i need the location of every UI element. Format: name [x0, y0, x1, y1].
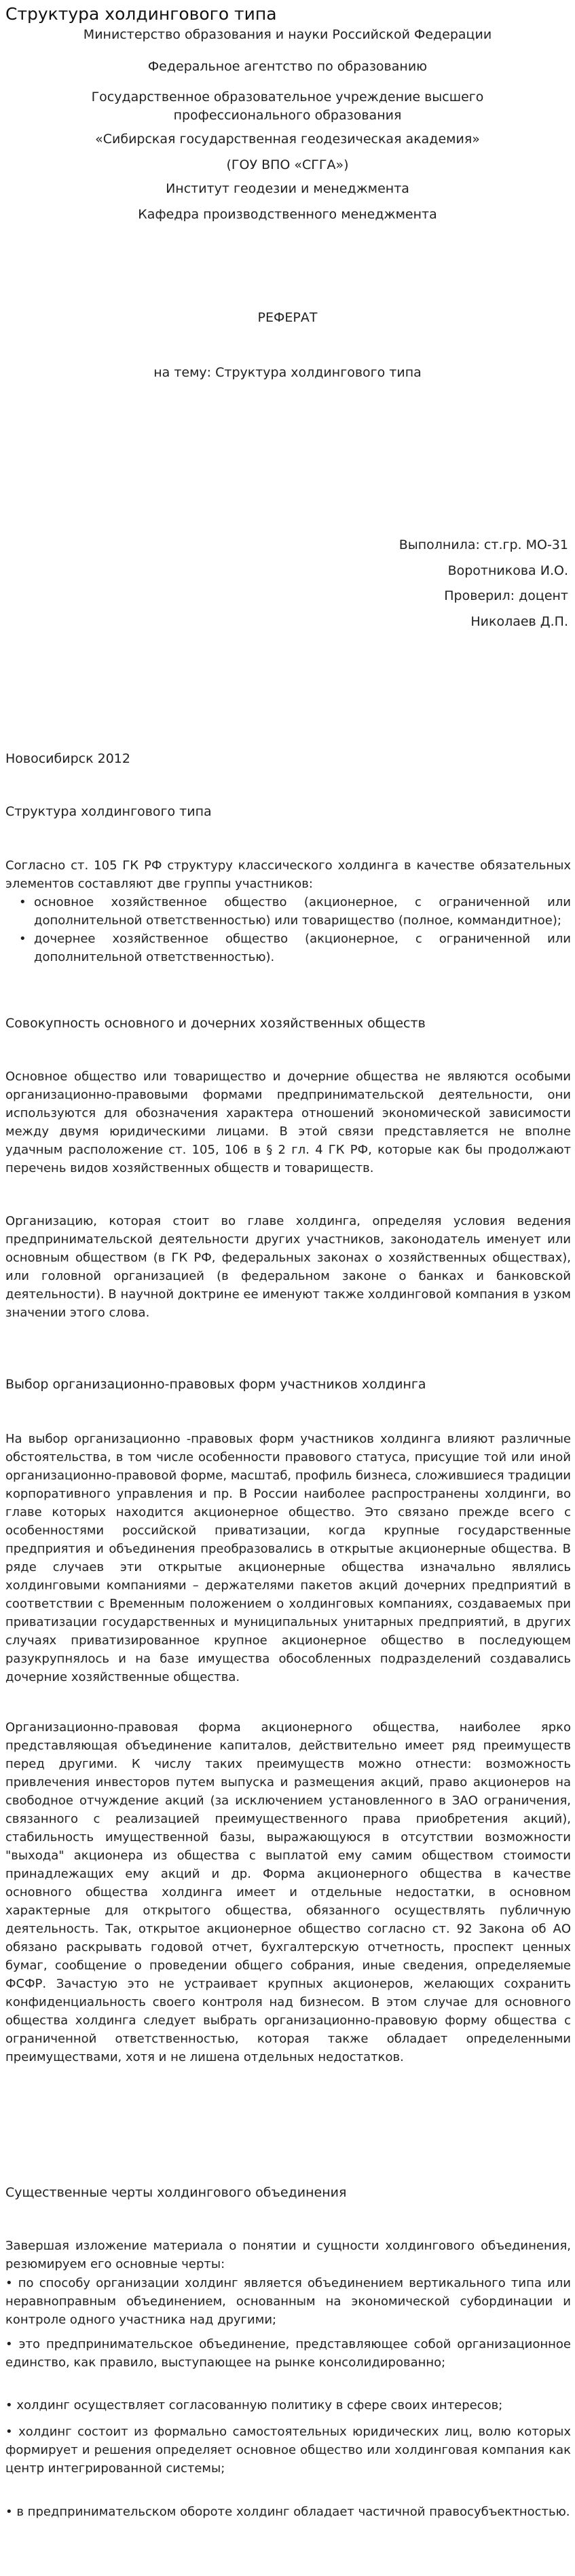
feature-1: • по способу организации холдинг является объединением вертикального типа или неравноправным объединением, основанным на экономической субординации и контроле одного участника над другими;	[5, 2276, 571, 2327]
section1-paragraph-1: Основное общество или товарищество и дочерние общества не являются особыми организационно-правовыми формами предпринимательской деятельности, они используются для обозначения характера отношений экономической зависимости между двумя юридическими лицами. В этой связи представляется не вполне удачным расположение ст. 105, 106 в § 2 гл. 4 ГК РФ, которые как бы продолжают перечень видов хозяйственных обществ и товариществ.	[5, 1069, 571, 1175]
department-line: Кафедра производственного менеджмента	[138, 207, 437, 222]
section3-intro: Завершая изложение материала о понятии и сущности холдингового объединения, резюмируем его основные черты:	[5, 2239, 571, 2271]
section2-paragraph-2: Организационно-правовая форма акционерного общества, наиболее ярко представляющая объединение капиталов, действительно имеет ряд преимуществ перед другими. К числу таких преимуществ можно отнести: возможность привлечения инвесторов путем выпуска и размещения акций, право акционеров на свободное отчуждение акций (за исключением установленного в ЗАО ограничения, связанного с реализацией преимущественного права приобретения акций), стабильность имущественной базы, выражающуюся в отсутствии возможности "выхода" акционера из общества с выплатой ему самим обществом стоимости принадлежащих ему акций и др. Форма акционерного общества в качестве основного общества холдинга имеет и отдельные недостатки, в основном характерные для открытого общества, обязанного осуществлять публичную деятельность. Так, открытое акционерное общество согласно ст. 92 Закона об АО обязано раскрывать годовой отчет, бухгалтерскую отчетность, проспект ценных бумаг, сообщение о проведении общего собрания, иные сведения, определяемые ФСФР. Зачастую это не устраивает крупных акционеров, желающих сохранить конфиденциальность своего контроля над бизнесом. В этом случае для основного общества холдинга следует выбрать организационно-правовую форму общества с ограниченной ответственностью, которая также обладает определенными преимуществами, хотя и не лишена отдельных недостатков.	[5, 1720, 571, 2064]
institution-line-1: Государственное образовательное учреждение высшего	[91, 90, 484, 105]
academy-abbr-line: (ГОУ ВПО «СГГА»)	[226, 157, 349, 172]
feature-4: • холдинг состоит из формально самостоятельных юридических лиц, волю которых формирует и решения определяет основное общество или холдинговая компания как центр интегрированной системы;	[5, 2425, 571, 2476]
section3-heading: Существенные черты холдингового объединения	[5, 2185, 347, 2200]
institution-line-2: профессионального образования	[173, 108, 402, 123]
institute-line: Институт геодезии и менеджмента	[166, 181, 409, 196]
document-title: Структура холдингового типа	[5, 4, 277, 24]
reviewer-line-2: Николаев Д.П.	[470, 614, 568, 629]
work-type: РЕФЕРАТ	[257, 310, 318, 325]
reviewer-line-1: Проверил: доцент	[444, 588, 568, 603]
ministry-line: Министерство образования и науки Российской Федерации	[83, 27, 492, 42]
section1-paragraph-2: Организацию, которая стоит во главе холдинга, определяя условия ведения предпринимательской деятельности других участников, законодатель именует или основным обществом (в ГК РФ, федеральных законах о хозяйственных обществах), или головной организацией (в федеральном законе о банках и банковской деятельности). В научной доктрине ее именуют также холдинговой компания в узком значении этого слова.	[5, 1214, 571, 1320]
participants-list	[5, 893, 571, 966]
feature-2: • это предпринимательское объединение, представляющее собой организационное единство, как правило, выступающее на рынке консолидированно;	[5, 2337, 571, 2370]
author-line-1: Выполнила: ст.гр. МО-31	[398, 537, 568, 552]
list-item: • основное хозяйственное общество (акционерное, с ограниченной или дополнительной ответственностью) или товарищество (полное, коммандитное);	[34, 893, 571, 930]
section2-paragraph-1: На выбор организационно -правовых форм участников холдинга влияют различные обстоятельства, в том числе особенности правового статуса, присущие той или иной организационно-правовой форме, масштаб, профиль бизнеса, сложившиеся традиции корпоративного управления и пр. В России наиболее распространены холдинги, во главе которых находится акционерное общество. Это связано прежде всего с особенностями российской приватизации, когда крупные государственные предприятия и объединения преобразовались в открытые акционерные общества. В ряде случаев эти открытые акционерные общества изначально являлись холдинговыми компаниями – держателями пакетов акций дочерних предприятий в соответствии с Временным положением о холдинговых компаниях, создаваемых при приватизации государственных и муниципальных унитарных предприятий, в других случаях приватизированное крупное акционерное общество в последующем разукрупнялось и на базе имущества обособленных подразделений создавались дочерние хозяйственные общества.	[5, 1432, 571, 1684]
section1-heading: Совокупность основного и дочерних хозяйственных обществ	[5, 1016, 426, 1031]
feature-5: • в предпринимательском обороте холдинг обладает частичной правосубъектностью.	[5, 2505, 570, 2519]
agency-line: Федеральное агентство по образованию	[147, 59, 428, 74]
main-heading: Структура холдингового типа	[5, 804, 212, 819]
intro-paragraph: Согласно ст. 105 ГК РФ структуру классического холдинга в качестве обязательных элементов составляют две группы участников:	[5, 858, 571, 891]
city-year: Новосибирск 2012	[5, 751, 130, 766]
section2-heading: Выбор организационно-правовых форм участников холдинга	[5, 1377, 426, 1392]
feature-3: • холдинг осуществляет согласованную политику в сфере своих интересов;	[5, 2398, 503, 2412]
topic-line: на тему: Структура холдингового типа	[153, 365, 422, 380]
list-item: • дочернее хозяйственное общество (акционерное, с ограниченной или дополнительной ответственностью).	[34, 930, 571, 966]
author-line-2: Воротникова И.О.	[447, 563, 568, 578]
academy-line: «Сибирская государственная геодезическая академия»	[95, 132, 480, 147]
